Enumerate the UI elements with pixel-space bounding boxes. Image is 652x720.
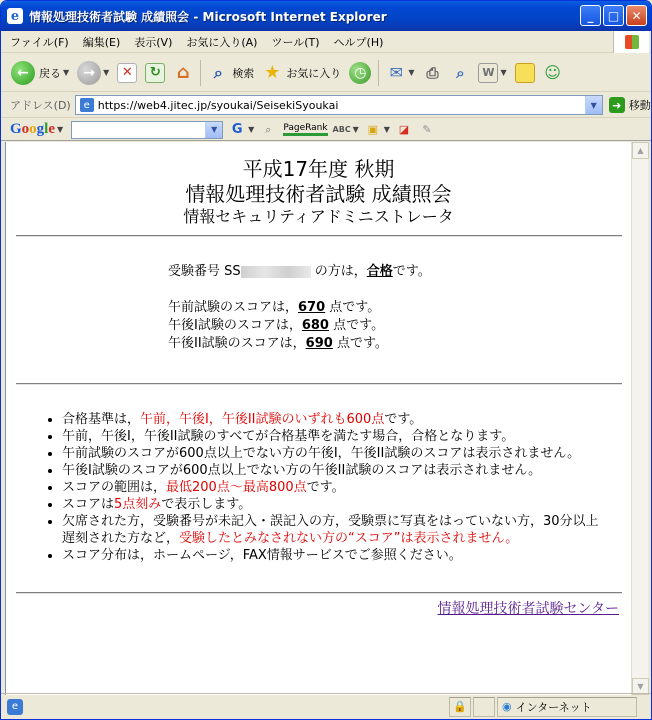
- score-pm2-line: 午後II試験のスコアは，690 点です。: [168, 336, 388, 351]
- lock-icon[interactable]: 🔒: [449, 697, 471, 717]
- done-icon: e: [7, 699, 23, 715]
- scroll-down-icon[interactable]: ▼: [632, 678, 649, 695]
- menu-help[interactable]: ヘルプ(H): [333, 35, 384, 49]
- folder-icon[interactable]: ▣: [367, 123, 378, 136]
- edit-button[interactable]: [474, 57, 510, 89]
- chevron-down-icon[interactable]: ▼: [63, 68, 70, 77]
- home-button[interactable]: [169, 57, 197, 89]
- star-icon: ★: [264, 62, 281, 83]
- back-label: 戻る: [39, 66, 61, 80]
- menu-edit[interactable]: 編集(E): [82, 35, 121, 49]
- page-icon: e: [80, 98, 94, 112]
- chevron-down-icon[interactable]: ▼: [585, 96, 602, 114]
- chevron-down-icon[interactable]: ▼: [408, 68, 415, 77]
- result-block: [168, 263, 631, 353]
- address-label: アドレス(D): [10, 99, 71, 112]
- window-title: 情報処理技術者試験 成績照会 - Microsoft Internet Explorer: [29, 9, 387, 24]
- back-arrow-icon: ←: [11, 61, 35, 85]
- menu-favorites[interactable]: お気に入り(A): [186, 35, 258, 49]
- menu-view[interactable]: 表示(V): [134, 35, 173, 49]
- mail-button[interactable]: [382, 57, 418, 89]
- spellcheck-icon[interactable]: ABC: [332, 125, 351, 134]
- maximize-button[interactable]: □: [603, 5, 624, 26]
- forward-button[interactable]: [73, 57, 113, 89]
- globe-icon: ◉: [502, 700, 512, 713]
- print-preview-button[interactable]: [446, 57, 474, 89]
- title-line-3: 情報セキュリティアドミニストレータ: [183, 207, 454, 226]
- stop-button[interactable]: [113, 57, 141, 89]
- history-icon: ◷: [349, 62, 371, 84]
- score-pm2: 690: [305, 336, 333, 351]
- list-item: • スコア分布は，ホームページ，FAX情報サービスでご参照ください。: [62, 547, 606, 564]
- address-bar: [1, 93, 651, 118]
- refresh-button[interactable]: [141, 57, 169, 89]
- list-item: • 午前，午後I，午後II試験のすべてが合格基準を満たす場合，合格となります。: [62, 428, 606, 445]
- site-search-icon[interactable]: ⌕: [265, 122, 272, 136]
- messenger-button[interactable]: [539, 57, 567, 89]
- chevron-down-icon[interactable]: ▼: [383, 125, 390, 134]
- google-toolbar: [1, 119, 651, 141]
- list-item: • 欠席された方，受験番号が未記入・誤記入の方，受験票に写真をはっていない方，30分以上遅刻された方など，受験したとみなされない方の“スコア”は表示されません。: [62, 513, 606, 547]
- back-button[interactable]: [7, 57, 73, 89]
- word-icon: W: [478, 63, 498, 83]
- list-item: • スコアは5点刻みで表示します。: [62, 496, 606, 513]
- redacted-number: [241, 266, 311, 278]
- history-button[interactable]: [345, 57, 375, 89]
- go-label: 移動: [628, 99, 651, 112]
- divider: [16, 383, 622, 385]
- vertical-scrollbar[interactable]: [631, 142, 648, 695]
- chevron-down-icon[interactable]: ▼: [103, 68, 110, 77]
- window-controls: [580, 5, 647, 26]
- page-title: [6, 157, 631, 227]
- list-item: • 午後I試験のスコアが600点以上でない方の午後II試験のスコアは表示されません。: [62, 462, 606, 479]
- menu-bar: [1, 31, 651, 53]
- page-content: [5, 142, 631, 695]
- title-bar[interactable]: [1, 1, 651, 31]
- divider: [16, 235, 622, 237]
- chevron-down-icon[interactable]: ▼: [248, 125, 255, 134]
- notes-list: [6, 411, 606, 564]
- toolbar-separator: [200, 60, 201, 86]
- minimize-button[interactable]: _: [580, 5, 601, 26]
- search-button[interactable]: [204, 57, 258, 89]
- home-icon: ⌂: [176, 62, 190, 83]
- page-magnify-icon: ⌕: [456, 63, 465, 82]
- stop-icon: ✕: [117, 63, 137, 83]
- score-am-line: 午前試験のスコアは，670 点です。: [168, 300, 381, 315]
- exam-center-link[interactable]: 情報処理技術者試験センター: [437, 601, 619, 617]
- score-am: 670: [298, 300, 326, 315]
- messenger-icon: ☺: [544, 63, 561, 82]
- chevron-down-icon[interactable]: ▼: [352, 125, 359, 134]
- zone-label: インターネット: [515, 700, 592, 714]
- windows-logo-icon: [613, 31, 649, 53]
- forward-arrow-icon: →: [77, 61, 101, 85]
- title-line-1: 平成17年度 秋期: [242, 157, 395, 181]
- chevron-down-icon[interactable]: ▼: [205, 122, 222, 138]
- examinee-line: 受験番号 SS の方は，合格です。: [168, 264, 431, 279]
- security-zone[interactable]: [497, 697, 637, 717]
- divider: [16, 592, 622, 594]
- search-label: 検索: [232, 66, 255, 80]
- standard-toolbar: [1, 54, 651, 92]
- notes-button[interactable]: [511, 57, 539, 89]
- address-field[interactable]: [75, 95, 603, 115]
- google-search-icon[interactable]: G: [231, 122, 243, 137]
- ie-icon: e: [7, 8, 23, 24]
- chevron-down-icon[interactable]: ▼: [500, 68, 507, 77]
- score-pm1-line: 午後I試験のスコアは，680 点です。: [168, 318, 385, 333]
- printer-icon: ⎙: [426, 63, 439, 82]
- toolbar-separator: [378, 60, 379, 86]
- favorites-button[interactable]: [258, 57, 345, 89]
- list-item: • 午前試験のスコアが600点以上でない方の午後I，午後II試験のスコアは表示されません。: [62, 445, 606, 462]
- chevron-down-icon[interactable]: ▼: [57, 125, 64, 134]
- popup-blocker-icon[interactable]: ◪: [398, 123, 410, 136]
- menu-file[interactable]: ファイル(F): [10, 35, 69, 49]
- google-search-input[interactable]: [71, 121, 223, 139]
- close-button[interactable]: ✕: [626, 5, 647, 26]
- scroll-up-icon[interactable]: ▲: [632, 142, 649, 159]
- list-item: • 合格基準は，午前，午後I，午後II試験のいずれも600点です。: [62, 411, 606, 428]
- google-logo[interactable]: Google: [10, 121, 56, 137]
- title-line-2: 情報処理技術者試験 成績照会: [185, 182, 452, 206]
- address-url[interactable]: https://web4.jitec.jp/syoukai/SeisekiSyoukai: [97, 98, 339, 112]
- print-button[interactable]: [418, 57, 446, 89]
- list-item: • スコアの範囲は，最低200点～最高800点です。: [62, 479, 606, 496]
- status-bar: [1, 693, 651, 719]
- pagerank-indicator[interactable]: PageRank: [283, 123, 327, 136]
- mail-icon: ✉: [389, 63, 404, 82]
- search-icon: ⌕: [213, 62, 223, 82]
- highlighter-icon[interactable]: ✎: [422, 123, 432, 136]
- menu-tools[interactable]: ツール(T): [271, 35, 320, 49]
- score-pm1: 680: [301, 318, 329, 333]
- go-arrow-icon: ➜: [609, 97, 625, 113]
- status-panel: [473, 697, 495, 717]
- sticky-note-icon: [515, 63, 535, 83]
- favorites-label: お気に入り: [286, 66, 342, 80]
- refresh-icon: ↻: [145, 63, 165, 83]
- pass-result: 合格: [366, 264, 393, 279]
- go-button[interactable]: [609, 97, 651, 113]
